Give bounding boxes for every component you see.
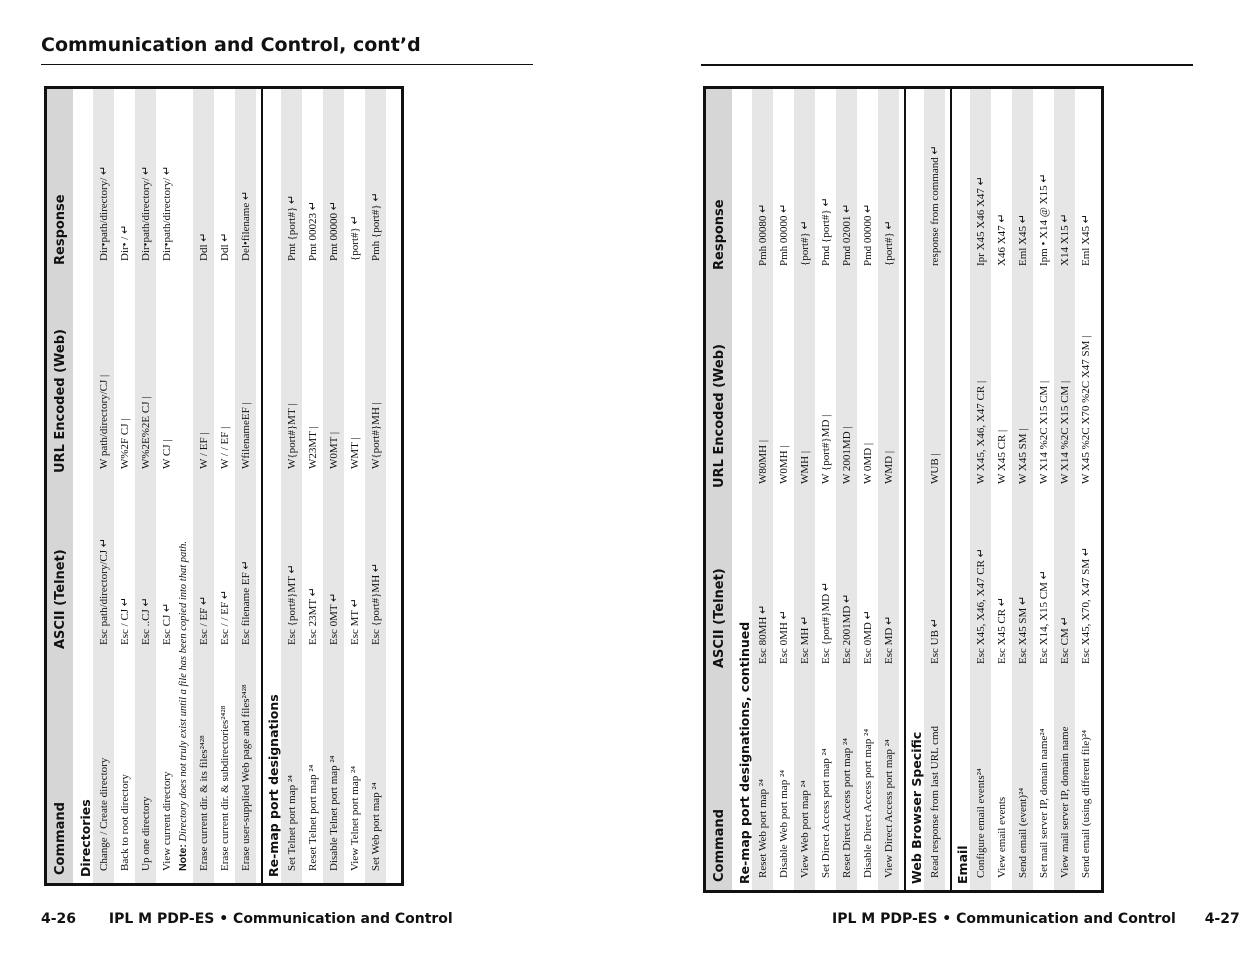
table-row bbox=[114, 89, 135, 883]
cell-ascii: Esc {port#}MD ↵ bbox=[820, 581, 832, 664]
cell-command: Reset Direct Access port map ²⁴ bbox=[840, 737, 853, 878]
right-command-table bbox=[703, 86, 1104, 893]
cell-response: Pmh 00000 ↵ bbox=[778, 203, 790, 266]
cell-command: Change / Create directory bbox=[97, 757, 110, 871]
header-url: URL Encoded (Web) bbox=[711, 344, 727, 488]
cell-ascii: Esc ..CJ ↵ bbox=[140, 597, 152, 645]
cell-url: W CJ | bbox=[160, 439, 173, 469]
cell-url: WUB | bbox=[928, 453, 941, 484]
cell-url: W80MH | bbox=[756, 439, 769, 484]
cell-ascii: Esc CJ ↵ bbox=[161, 602, 173, 645]
header-ascii: ASCII (Telnet) bbox=[711, 568, 727, 668]
table-row bbox=[302, 89, 323, 883]
cell-response: Eml X45 ↵ bbox=[1017, 214, 1029, 266]
directory-note bbox=[177, 89, 193, 883]
table-row bbox=[193, 89, 214, 883]
cell-ascii: Esc {port#}MH ↵ bbox=[370, 562, 382, 645]
section-title: Re-map port designations, continued bbox=[737, 621, 752, 884]
table-row bbox=[93, 89, 114, 883]
cell-response: {port#} ↵ bbox=[799, 220, 811, 266]
header-response: Response bbox=[711, 199, 727, 270]
cell-url: W%2E%2E CJ | bbox=[139, 396, 152, 469]
cell-url: W / / EF | bbox=[218, 426, 231, 469]
cell-command: View current directory bbox=[160, 771, 173, 871]
cell-ascii: Esc filename EF ↵ bbox=[240, 560, 252, 645]
cell-url: W X45, X46, X47 CR | bbox=[974, 380, 987, 484]
cell-command: View Web port map ²⁴ bbox=[798, 780, 811, 878]
cell-url: W 2001MD | bbox=[840, 426, 853, 484]
cell-command: Reset Web port map ²⁴ bbox=[756, 779, 769, 878]
header-command: Command bbox=[52, 802, 68, 875]
cell-ascii: Esc 2001MD ↵ bbox=[841, 593, 853, 664]
table-row bbox=[970, 89, 991, 890]
cell-url: W{port#}MT | bbox=[285, 403, 298, 469]
cell-ascii: Esc X45 SM ↵ bbox=[1017, 595, 1029, 664]
cell-command: Read response from last URL cmd bbox=[928, 725, 941, 878]
cell-ascii: Esc 0MT ↵ bbox=[328, 592, 340, 645]
table-row bbox=[281, 89, 302, 883]
cell-ascii: Esc MD ↵ bbox=[883, 615, 895, 664]
cell-url: WfilenameEF | bbox=[239, 402, 252, 469]
footer-right bbox=[832, 911, 1240, 927]
cell-command: Up one directory bbox=[139, 796, 152, 871]
table-row bbox=[1054, 89, 1075, 890]
cell-url: W X45 CR | bbox=[995, 429, 1008, 484]
cell-response: X46 X47 ↵ bbox=[996, 213, 1008, 266]
footer-right-text: IPL M PDP-ES • Communication and Control bbox=[832, 911, 1176, 927]
table-row bbox=[794, 89, 815, 890]
table-row bbox=[135, 89, 156, 883]
cell-command: Configure email events²⁴ bbox=[974, 768, 987, 878]
section-title: Re-map port designations bbox=[261, 89, 281, 883]
cell-ascii: Esc CM ↵ bbox=[1059, 616, 1071, 664]
note-text: Directory does not truly exist until a file has been copied into that path. bbox=[178, 540, 189, 842]
cell-url: W23MT | bbox=[306, 426, 319, 469]
cell-response: Ipr X45 X46 X47 ↵ bbox=[975, 176, 987, 266]
table-row bbox=[1075, 89, 1096, 890]
cell-command: Erase current dir. & its files²⁴²⁸ bbox=[197, 735, 210, 871]
header-url: URL Encoded (Web) bbox=[52, 329, 68, 473]
header-command: Command bbox=[711, 809, 727, 882]
cell-response: Del•filename ↵ bbox=[240, 190, 252, 261]
cell-url: W X45 SM | bbox=[1016, 428, 1029, 484]
cell-ascii: Esc / EF ↵ bbox=[198, 595, 210, 645]
section-title: Email bbox=[950, 89, 970, 890]
page-number-right: 4-27 bbox=[1204, 911, 1240, 927]
cell-url: W 0MD | bbox=[861, 442, 874, 484]
title-rule-right bbox=[701, 64, 1193, 66]
cell-url: WMH | bbox=[798, 450, 811, 484]
cell-response: Eml X45 ↵ bbox=[1080, 214, 1092, 266]
cell-url: WMT | bbox=[348, 437, 361, 469]
cell-ascii: Esc / / EF ↵ bbox=[219, 589, 231, 645]
table-row bbox=[924, 89, 945, 890]
cell-ascii: Esc {port#}MT ↵ bbox=[286, 564, 298, 645]
header-ascii: ASCII (Telnet) bbox=[52, 549, 68, 649]
left-table-header bbox=[47, 89, 73, 883]
table-row bbox=[836, 89, 857, 890]
cell-command: Back to root directory bbox=[118, 774, 131, 871]
table-row bbox=[878, 89, 899, 890]
cell-response: {port#} ↵ bbox=[349, 215, 361, 261]
cell-response: Pmd 02001 ↵ bbox=[841, 203, 853, 266]
page-title: Communication and Control, cont’d bbox=[41, 34, 421, 56]
cell-command: Reset Telnet port map ²⁴ bbox=[306, 764, 319, 871]
cell-url: W {port#}MD | bbox=[819, 414, 832, 484]
cell-url: W X45 %2C X70 %2C X47 SM | bbox=[1079, 335, 1092, 484]
cell-command: View email events bbox=[995, 796, 1008, 878]
cell-response: Pmt 00023 ↵ bbox=[307, 201, 319, 261]
table-row bbox=[235, 89, 256, 883]
table-row bbox=[752, 89, 773, 890]
note-label: Note: bbox=[177, 844, 189, 871]
cell-ascii: Esc X14, X15 CM ↵ bbox=[1038, 570, 1050, 664]
cell-ascii: Esc UB ↵ bbox=[929, 618, 941, 664]
cell-ascii: Esc X45, X70, X47 SM ↵ bbox=[1080, 546, 1092, 664]
table-row bbox=[1033, 89, 1054, 890]
cell-url: W X14 %2C X15 CM | bbox=[1037, 380, 1050, 484]
cell-ascii: Esc 80MH ↵ bbox=[757, 604, 769, 664]
title-rule-left bbox=[41, 64, 533, 65]
cell-url: W0MT | bbox=[327, 431, 340, 469]
table-row bbox=[991, 89, 1012, 890]
cell-response: Dir• / ↵ bbox=[119, 224, 131, 261]
cell-response: Dir•path/directory/ ↵ bbox=[140, 165, 152, 261]
footer-left-text: IPL M PDP-ES • Communication and Control bbox=[108, 911, 453, 927]
cell-url: W%2F CJ | bbox=[118, 418, 131, 469]
cell-response: Pmd {port#} ↵ bbox=[820, 197, 832, 266]
cell-ascii: Esc X45 CR ↵ bbox=[996, 597, 1008, 664]
cell-command: View Telnet port map ²⁴ bbox=[348, 765, 361, 871]
cell-response: {port#} ↵ bbox=[883, 220, 895, 266]
cell-command: Disable Telnet port map ²⁴ bbox=[327, 755, 340, 871]
table-row bbox=[773, 89, 794, 890]
section-title: Directories bbox=[78, 799, 93, 877]
right-table-header bbox=[706, 89, 732, 890]
cell-command: Set Telnet port map ²⁴ bbox=[285, 775, 298, 871]
table-row bbox=[365, 89, 386, 883]
cell-command: Send email (using different file)²⁴ bbox=[1079, 729, 1092, 878]
cell-command: Set Direct Access port map ²⁴ bbox=[819, 748, 832, 878]
cell-ascii: Esc MT ↵ bbox=[349, 598, 361, 645]
cell-ascii: Esc X45, X46, X47 CR ↵ bbox=[975, 548, 987, 664]
cell-command: View mail server IP, domain name bbox=[1058, 726, 1071, 878]
cell-response: Pmd 00000 ↵ bbox=[862, 203, 874, 266]
cell-response: Pmh {port#} ↵ bbox=[370, 192, 382, 261]
table-row bbox=[156, 89, 177, 883]
table-row bbox=[323, 89, 344, 883]
cell-command: View Direct Access port map ²⁴ bbox=[882, 739, 895, 878]
cell-ascii: Esc / CJ ↵ bbox=[119, 596, 131, 645]
cell-command: Disable Direct Access port map ²⁴ bbox=[861, 728, 874, 878]
page-number-left: 4-26 bbox=[41, 911, 77, 927]
cell-command: Set mail server IP, domain name²⁴ bbox=[1037, 728, 1050, 878]
table-row bbox=[815, 89, 836, 890]
cell-url: W path/directory/CJ | bbox=[97, 374, 110, 469]
cell-response: Pmt 00000 ↵ bbox=[328, 201, 340, 261]
cell-response: Ddl ↵ bbox=[219, 232, 231, 261]
footer-left bbox=[41, 911, 453, 927]
cell-response: response from command ↵ bbox=[929, 145, 941, 266]
cell-ascii: Esc MH ↵ bbox=[799, 615, 811, 664]
cell-url: W / EF | bbox=[197, 432, 210, 469]
cell-command: Disable Web port map ²⁴ bbox=[777, 769, 790, 878]
cell-ascii: Esc 0MH ↵ bbox=[778, 610, 790, 664]
left-command-table bbox=[44, 86, 404, 886]
cell-command: Set Web port map ²⁴ bbox=[369, 782, 382, 871]
table-row bbox=[1012, 89, 1033, 890]
table-row bbox=[857, 89, 878, 890]
cell-ascii: Esc 23MT ↵ bbox=[307, 587, 319, 645]
cell-command: Send email (event)²⁴ bbox=[1016, 787, 1029, 878]
cell-response: Dir•path/directory/ ↵ bbox=[98, 165, 110, 261]
cell-ascii: Esc 0MD ↵ bbox=[862, 610, 874, 664]
cell-response: X14 X15 ↵ bbox=[1059, 213, 1071, 266]
cell-command: Erase current dir. & subdirectories²⁴²⁸ bbox=[218, 705, 231, 871]
section-title: Web Browser Specific bbox=[904, 89, 924, 890]
cell-url: WMD | bbox=[882, 450, 895, 484]
cell-response: Pmt {port#} ↵ bbox=[286, 194, 298, 261]
cell-response: Pmh 00080 ↵ bbox=[757, 203, 769, 266]
cell-url: W0MH | bbox=[777, 445, 790, 484]
cell-ascii: Esc path/directory/CJ ↵ bbox=[98, 538, 110, 645]
table-row bbox=[344, 89, 365, 883]
header-response: Response bbox=[52, 194, 68, 265]
cell-response: Dir•path/directory/ ↵ bbox=[161, 165, 173, 261]
cell-response: Ipm • X14 @ X15 ↵ bbox=[1038, 173, 1050, 266]
cell-url: W{port#}MH | bbox=[369, 402, 382, 469]
table-row bbox=[214, 89, 235, 883]
cell-command: Erase user-supplied Web page and files²⁴²⁸ bbox=[239, 684, 252, 871]
cell-response: Ddl ↵ bbox=[198, 232, 210, 261]
cell-url: W X14 %2C X15 CM | bbox=[1058, 380, 1071, 484]
